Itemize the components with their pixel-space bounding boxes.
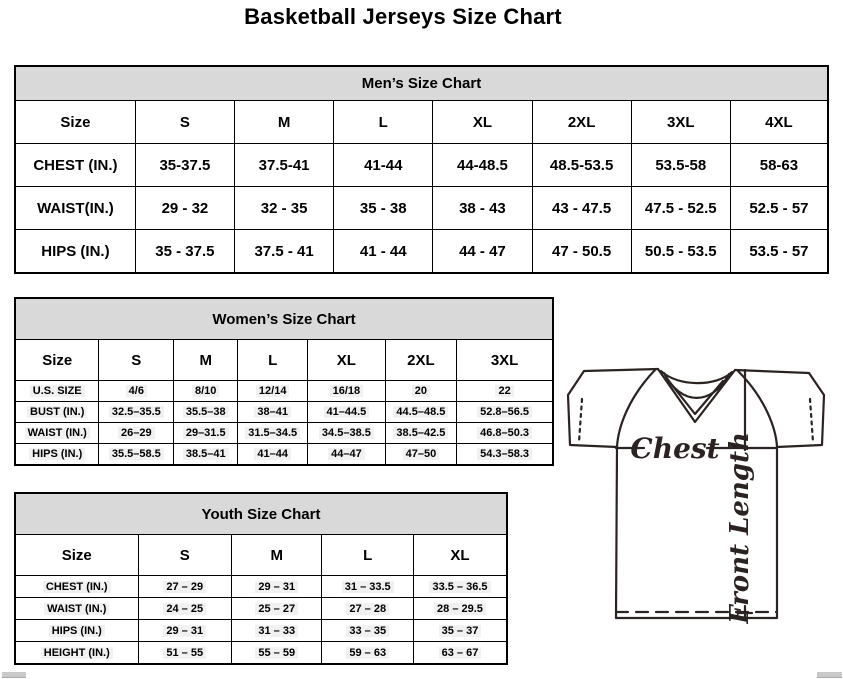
men-col-header-size: Size [15,101,135,144]
men-size-cell: 32 - 35 [235,187,334,230]
youth-size-cell: 31 – 33.5 [322,576,414,598]
men-size-cell: 38 - 43 [433,187,532,230]
women-row-label: BUST (IN.) [15,402,99,423]
men-size-cell: 48.5-53.5 [532,144,631,187]
front-length-label: Front Length [725,432,755,624]
youth-col-header-m: M [231,535,322,576]
women-size-cell: 12/14 [238,381,308,402]
women-size-cell: 26–29 [99,423,174,444]
men-table-row [15,230,828,274]
women-row-label: HIPS (IN.) [15,444,99,466]
men-row-label: HIPS (IN.) [15,230,135,274]
youth-size-cell: 33 – 35 [322,620,414,642]
youth-row-label: WAIST (IN.) [15,598,138,620]
youth-table-row [15,642,507,665]
women-table-row [15,423,553,444]
horizontal-scrollbar-thumb-left[interactable] [2,672,26,678]
youth-size-cell: 29 – 31 [231,576,322,598]
men-size-cell: 47 - 50.5 [532,230,631,274]
men-size-cell: 53.5 - 57 [730,230,828,274]
men-size-cell: 43 - 47.5 [532,187,631,230]
youth-size-cell: 33.5 – 36.5 [413,576,507,598]
men-size-cell: 47.5 - 52.5 [631,187,730,230]
women-size-cell: 4/6 [99,381,174,402]
youth-col-header-size: Size [15,535,138,576]
men-size-cell: 41 - 44 [334,230,433,274]
mens-size-chart-section [14,65,829,274]
women-size-cell: 44–47 [308,444,385,466]
youth-col-header-l: L [322,535,414,576]
youth-size-cell: 25 – 27 [231,598,322,620]
youth-size-cell: 27 – 29 [138,576,231,598]
youth-size-cell: 27 – 28 [322,598,414,620]
youth-row-label: HIPS (IN.) [15,620,138,642]
womens-size-table [14,297,554,466]
women-size-cell: 35.5–58.5 [99,444,174,466]
men-size-cell: 50.5 - 53.5 [631,230,730,274]
women-size-cell: 54.3–58.3 [457,444,553,466]
women-size-cell: 8/10 [174,381,238,402]
women-col-header-3xl: 3XL [457,340,553,381]
women-size-cell: 29–31.5 [174,423,238,444]
women-size-cell: 16/18 [308,381,385,402]
men-size-cell: 53.5-58 [631,144,730,187]
women-size-cell: 20 [385,381,457,402]
youth-size-chart-section [14,492,508,665]
women-size-cell: 22 [457,381,553,402]
men-chart-title: Men’s Size Chart [15,66,828,101]
page-title: Basketball Jerseys Size Chart [244,4,562,29]
horizontal-scrollbar-thumb-right[interactable] [817,672,842,678]
men-row-label: CHEST (IN.) [15,144,135,187]
youth-chart-title: Youth Size Chart [15,493,507,535]
women-size-cell: 35.5–38 [174,402,238,423]
youth-size-cell: 63 – 67 [413,642,507,665]
men-col-header-l: L [334,101,433,144]
men-size-cell: 35 - 37.5 [135,230,234,274]
jersey-cuff-dash-right [810,399,813,442]
men-row-label: WAIST(IN.) [15,187,135,230]
women-size-cell: 38.5–41 [174,444,238,466]
youth-col-header-s: S [138,535,231,576]
women-size-cell: 31.5–34.5 [238,423,308,444]
women-size-cell: 41–44 [238,444,308,466]
men-size-cell: 37.5-41 [235,144,334,187]
men-size-cell: 58-63 [730,144,828,187]
men-col-header-m: M [235,101,334,144]
youth-size-cell: 35 – 37 [413,620,507,642]
youth-row-label: CHEST (IN.) [15,576,138,598]
youth-row-label: HEIGHT (IN.) [15,642,138,665]
women-size-cell: 41–44.5 [308,402,385,423]
women-chart-title: Women’s Size Chart [15,298,553,340]
men-col-header-4xl: 4XL [730,101,828,144]
chest-label: Chest [630,432,720,465]
women-row-label: WAIST (IN.) [15,423,99,444]
women-col-header-2xl: 2XL [385,340,457,381]
men-size-cell: 41-44 [334,144,433,187]
women-size-cell: 44.5–48.5 [385,402,457,423]
jersey-cuff-dash-left [579,399,582,442]
men-table-row [15,187,828,230]
women-col-header-l: L [238,340,308,381]
women-size-cell: 52.8–56.5 [457,402,553,423]
women-col-header-xl: XL [308,340,385,381]
youth-table-row [15,576,507,598]
women-row-label: U.S. SIZE [15,381,99,402]
women-size-cell: 32.5–35.5 [99,402,174,423]
women-size-cell: 47–50 [385,444,457,466]
youth-col-header-xl: XL [413,535,507,576]
men-col-header-s: S [135,101,234,144]
women-col-header-size: Size [15,340,99,381]
women-size-cell: 38–41 [238,402,308,423]
women-size-cell: 46.8–50.3 [457,423,553,444]
women-table-row [15,402,553,423]
men-col-header-2xl: 2XL [532,101,631,144]
women-table-row [15,381,553,402]
mens-size-table [14,65,829,274]
men-size-cell: 35 - 38 [334,187,433,230]
youth-size-cell: 31 – 33 [231,620,322,642]
youth-size-cell: 29 – 31 [138,620,231,642]
youth-table-row [15,620,507,642]
jersey-outline [568,369,824,618]
men-table-row [15,144,828,187]
men-col-header-3xl: 3XL [631,101,730,144]
youth-size-cell: 28 – 29.5 [413,598,507,620]
womens-size-chart-section [14,297,554,466]
women-size-cell: 38.5–42.5 [385,423,457,444]
youth-size-cell: 55 – 59 [231,642,322,665]
men-size-cell: 44-48.5 [433,144,532,187]
youth-size-cell: 51 – 55 [138,642,231,665]
men-size-cell: 37.5 - 41 [235,230,334,274]
youth-table-row [15,598,507,620]
youth-size-table [14,492,508,665]
men-size-cell: 35-37.5 [135,144,234,187]
youth-size-cell: 59 – 63 [322,642,414,665]
women-size-cell: 34.5–38.5 [308,423,385,444]
men-size-cell: 44 - 47 [433,230,532,274]
jersey-measurement-diagram [558,360,843,624]
men-col-header-xl: XL [433,101,532,144]
men-size-cell: 29 - 32 [135,187,234,230]
men-size-cell: 52.5 - 57 [730,187,828,230]
women-col-header-m: M [174,340,238,381]
women-table-row [15,444,553,466]
women-col-header-s: S [99,340,174,381]
youth-size-cell: 24 – 25 [138,598,231,620]
